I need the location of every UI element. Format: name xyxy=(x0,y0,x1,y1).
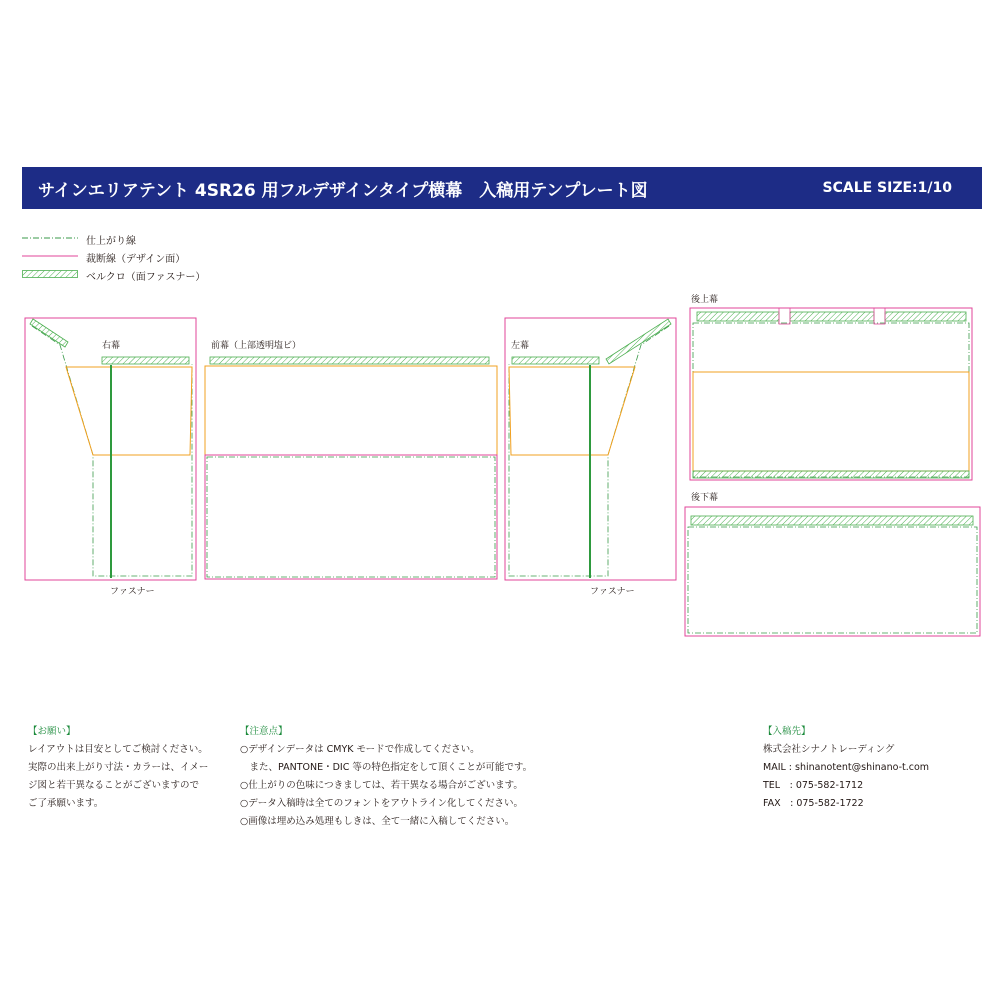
left-fastener-label: ファスナー xyxy=(590,587,635,597)
rear-bottom-panel-cut-line xyxy=(685,507,980,636)
rear-bottom-panel-finish-line xyxy=(688,527,977,633)
right-panel-design-area xyxy=(66,367,192,455)
left-panel xyxy=(505,318,676,597)
notes-caution xyxy=(240,723,532,831)
legend-label-velcro: ベルクロ（面ファスナー） xyxy=(86,272,206,283)
legend-label-finish: 仕上がり線 xyxy=(86,236,136,247)
notes-submit-company: 株式会社シナノトレーディング xyxy=(763,744,895,755)
front-panel-cut-line xyxy=(205,455,497,579)
notes-submit-fax: FAX : 075-582-1722 xyxy=(763,798,864,809)
front-panel xyxy=(205,339,497,579)
rear-top-panel-cut-line xyxy=(690,308,972,480)
scale-label: SCALE SIZE:1/10 xyxy=(822,180,952,196)
rear-top-panel-label: 後上幕 xyxy=(691,295,719,305)
notes-request-line: ご了承願います。 xyxy=(28,798,104,809)
legend-label-cut: 裁断線（デザイン面） xyxy=(86,254,186,265)
right-panel-side-velcro xyxy=(30,319,68,347)
rear-top-bottom-velcro xyxy=(693,471,969,478)
front-panel-label: 前幕（上部透明塩ビ） xyxy=(211,341,302,351)
notes-submit-mail: MAIL : shinanotent@shinano-t.com xyxy=(763,762,930,773)
notes-caution-line: また、PANTONE・DIC 等の特色指定をして頂くことが可能です。 xyxy=(240,762,533,773)
notes-caution-line: ○データ入稿時は全てのフォントをアウトライン化してください。 xyxy=(240,798,524,809)
rear-bottom-panel-label: 後下幕 xyxy=(691,493,719,503)
rear-top-panel-finish-line xyxy=(693,323,969,477)
front-panel-velcro xyxy=(210,357,489,364)
notes-caution-line: ○仕上がりの色味につきましては、若干異なる場合がございます。 xyxy=(240,780,523,791)
rear-top-notch-1 xyxy=(779,308,790,324)
rear-top-panel xyxy=(690,293,972,480)
notes-request-heading: 【お願い】 xyxy=(28,726,76,737)
notes-request xyxy=(28,723,208,813)
notes-submit-heading: 【入稿先】 xyxy=(763,726,811,737)
right-panel xyxy=(25,318,196,597)
front-panel-transparent-area xyxy=(205,366,497,579)
rear-top-panel-design-area xyxy=(693,372,969,471)
front-panel-finish-line xyxy=(207,457,495,577)
rear-top-velcro-1 xyxy=(697,312,779,321)
right-panel-velcro xyxy=(102,357,189,364)
notes-submit-tel: TEL : 075-582-1712 xyxy=(763,780,864,791)
left-panel-design-area xyxy=(509,367,635,455)
left-panel-velcro xyxy=(512,357,599,364)
notes-submit xyxy=(763,723,929,813)
rear-top-velcro-2 xyxy=(790,312,874,321)
left-panel-side-velcro xyxy=(606,319,671,364)
notes-caution-line: ○画像は埋め込み処理もしきは、全て一緒に入稿してください。 xyxy=(240,816,515,827)
right-fastener-label: ファスナー xyxy=(110,587,155,597)
rear-top-notch-2 xyxy=(874,308,885,324)
notes-request-line: 実際の出来上がり寸法・カラーは、イメー xyxy=(28,762,209,773)
right-panel-label: 右幕 xyxy=(102,341,121,351)
notes-caution-line: ○デザインデータは CMYK モードで作成してください。 xyxy=(240,744,480,755)
notes-request-line: ジ図と若干異なることがございますので xyxy=(28,780,200,791)
rear-top-velcro-3 xyxy=(885,312,966,321)
rear-bottom-panel xyxy=(685,491,980,636)
left-panel-label: 左幕 xyxy=(511,341,530,351)
rear-bottom-velcro xyxy=(691,516,973,525)
notes-request-line: レイアウトは目安としてご検討ください。 xyxy=(28,744,208,755)
notes-caution-heading: 【注意点】 xyxy=(240,726,288,737)
page-title: サインエリアテント 4SR26 用フルデザインタイプ横幕 入稿用テンプレート図 xyxy=(38,181,648,201)
